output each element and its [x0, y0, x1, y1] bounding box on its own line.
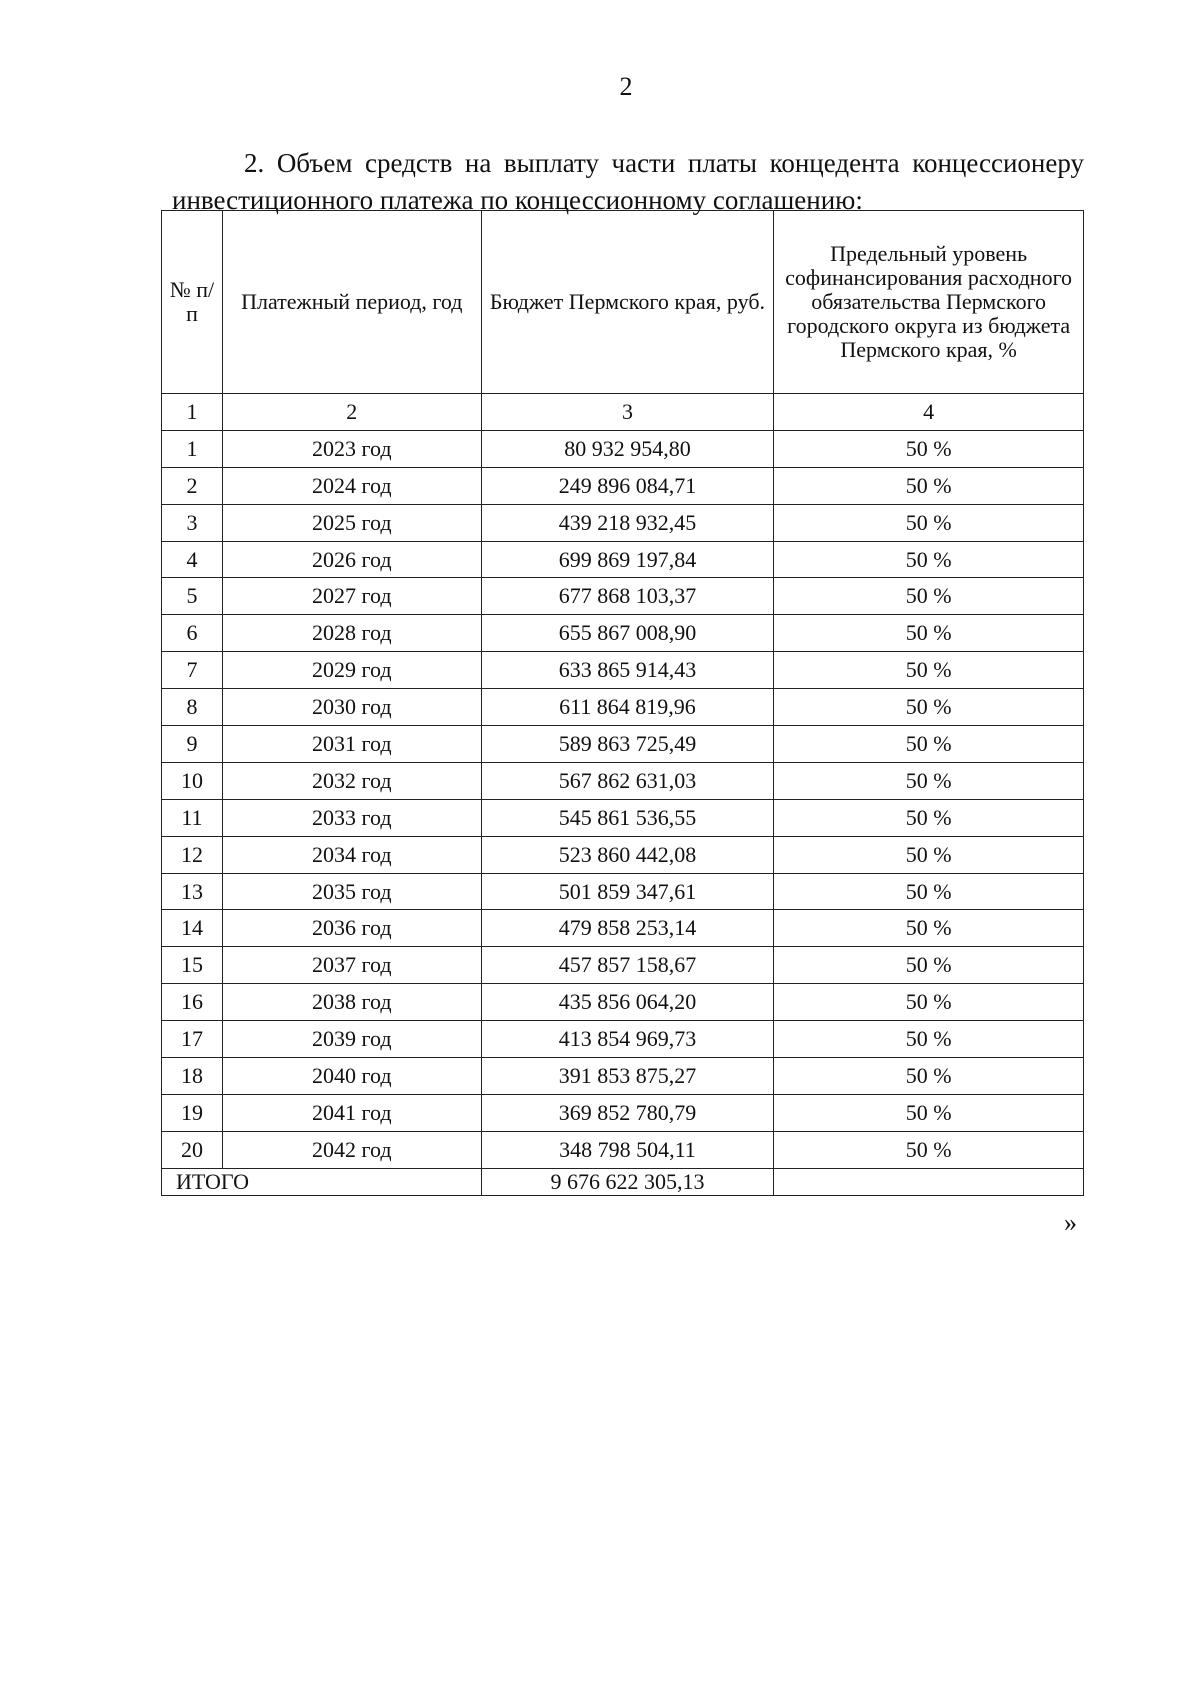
- payment-period-cell: 2037 год: [222, 947, 481, 984]
- section-intro-paragraph: 2. Объем средств на выплату части платы концедента концессионеру инвестиционного платежа по концессионному соглашению:: [172, 148, 1084, 215]
- table-row: [162, 910, 1084, 947]
- column-number: 3: [481, 394, 774, 431]
- table-row: [162, 578, 1084, 615]
- payment-period-cell: 2029 год: [222, 652, 481, 689]
- cofinancing-level-cell: 50 %: [774, 689, 1084, 726]
- budget-amount-cell: 479 858 253,14: [481, 910, 774, 947]
- row-number-cell: 20: [162, 1131, 223, 1168]
- table-row: [162, 762, 1084, 799]
- payment-period-cell: 2036 год: [222, 910, 481, 947]
- table-row: [162, 873, 1084, 910]
- payment-period-cell: 2039 год: [222, 1021, 481, 1058]
- budget-amount-cell: 611 864 819,96: [481, 689, 774, 726]
- total-level: [774, 1168, 1084, 1195]
- row-number-cell: 8: [162, 689, 223, 726]
- column-number: 4: [774, 394, 1084, 431]
- budget-amount-cell: 391 853 875,27: [481, 1058, 774, 1095]
- table-row: [162, 984, 1084, 1021]
- payment-period-cell: 2033 год: [222, 799, 481, 836]
- payment-period-cell: 2038 год: [222, 984, 481, 1021]
- payment-period-cell: 2040 год: [222, 1058, 481, 1095]
- row-number-cell: 6: [162, 615, 223, 652]
- table-row: [162, 1094, 1084, 1131]
- payment-period-cell: 2034 год: [222, 836, 481, 873]
- total-budget: 9 676 622 305,13: [481, 1168, 774, 1195]
- table-row: [162, 652, 1084, 689]
- row-number-cell: 15: [162, 947, 223, 984]
- cofinancing-level-cell: 50 %: [774, 541, 1084, 578]
- row-number-cell: 11: [162, 799, 223, 836]
- cofinancing-level-cell: 50 %: [774, 799, 1084, 836]
- table-row: [162, 1131, 1084, 1168]
- budget-amount-cell: 348 798 504,11: [481, 1131, 774, 1168]
- cofinancing-level-cell: 50 %: [774, 578, 1084, 615]
- table-row: [162, 799, 1084, 836]
- payment-period-cell: 2026 год: [222, 541, 481, 578]
- payment-period-cell: 2023 год: [222, 430, 481, 467]
- payment-period-cell: 2027 год: [222, 578, 481, 615]
- payment-period-cell: 2032 год: [222, 762, 481, 799]
- row-number-cell: 10: [162, 762, 223, 799]
- budget-amount-cell: 249 896 084,71: [481, 467, 774, 504]
- cofinancing-level-cell: 50 %: [774, 1131, 1084, 1168]
- column-numbers-row: [162, 394, 1084, 431]
- budget-amount-cell: 435 856 064,20: [481, 984, 774, 1021]
- budget-amount-cell: 523 860 442,08: [481, 836, 774, 873]
- cofinancing-level-cell: 50 %: [774, 873, 1084, 910]
- budget-amount-cell: 677 868 103,37: [481, 578, 774, 615]
- budget-amount-cell: 369 852 780,79: [481, 1094, 774, 1131]
- row-number-cell: 19: [162, 1094, 223, 1131]
- row-number-cell: 17: [162, 1021, 223, 1058]
- cofinancing-level-cell: 50 %: [774, 652, 1084, 689]
- table-row: [162, 467, 1084, 504]
- header-cofinancing-level: Предельный уровень софинансирования расходного обязательства Пермского городского округа из бюджета Пермского края, %: [774, 211, 1084, 394]
- row-number-cell: 4: [162, 541, 223, 578]
- cofinancing-level-cell: 50 %: [774, 467, 1084, 504]
- row-number-cell: 14: [162, 910, 223, 947]
- payment-period-cell: 2031 год: [222, 726, 481, 763]
- cofinancing-level-cell: 50 %: [774, 1021, 1084, 1058]
- budget-amount-cell: 457 857 158,67: [481, 947, 774, 984]
- header-row-number: № п/п: [162, 211, 223, 394]
- cofinancing-level-cell: 50 %: [774, 836, 1084, 873]
- table-row: [162, 689, 1084, 726]
- payment-period-cell: 2035 год: [222, 873, 481, 910]
- table-row: [162, 541, 1084, 578]
- table-body: [162, 394, 1084, 1169]
- column-number: 2: [222, 394, 481, 431]
- row-number-cell: 5: [162, 578, 223, 615]
- table-row: [162, 726, 1084, 763]
- table-row: [162, 836, 1084, 873]
- row-number-cell: 13: [162, 873, 223, 910]
- table-row: [162, 430, 1084, 467]
- payment-period-cell: 2024 год: [222, 467, 481, 504]
- table-row: [162, 615, 1084, 652]
- cofinancing-level-cell: 50 %: [774, 947, 1084, 984]
- row-number-cell: 12: [162, 836, 223, 873]
- payment-period-cell: 2030 год: [222, 689, 481, 726]
- budget-amount-cell: 699 869 197,84: [481, 541, 774, 578]
- cofinancing-level-cell: 50 %: [774, 726, 1084, 763]
- budget-amount-cell: 633 865 914,43: [481, 652, 774, 689]
- table-row: [162, 1058, 1084, 1095]
- row-number-cell: 3: [162, 504, 223, 541]
- cofinancing-level-cell: 50 %: [774, 762, 1084, 799]
- header-regional-budget: Бюджет Пермского края, руб.: [481, 211, 774, 394]
- budget-amount-cell: 501 859 347,61: [481, 873, 774, 910]
- budget-amount-cell: 589 863 725,49: [481, 726, 774, 763]
- budget-table: [161, 210, 1084, 1196]
- budget-amount-cell: 80 932 954,80: [481, 430, 774, 467]
- budget-amount-cell: 567 862 631,03: [481, 762, 774, 799]
- header-payment-period: Платежный период, год: [222, 211, 481, 394]
- total-label: ИТОГО: [162, 1168, 482, 1195]
- payment-period-cell: 2041 год: [222, 1094, 481, 1131]
- payment-period-cell: 2042 год: [222, 1131, 481, 1168]
- page-number: 2: [619, 72, 633, 101]
- budget-amount-cell: 545 861 536,55: [481, 799, 774, 836]
- cofinancing-level-cell: 50 %: [774, 504, 1084, 541]
- cofinancing-level-cell: 50 %: [774, 615, 1084, 652]
- table-header-row: [162, 211, 1084, 394]
- cofinancing-level-cell: 50 %: [774, 1058, 1084, 1095]
- closing-quote-mark: »: [1064, 1208, 1077, 1237]
- cofinancing-level-cell: 50 %: [774, 430, 1084, 467]
- row-number-cell: 16: [162, 984, 223, 1021]
- row-number-cell: 7: [162, 652, 223, 689]
- payment-period-cell: 2025 год: [222, 504, 481, 541]
- table-row: [162, 947, 1084, 984]
- total-row: [162, 1168, 1084, 1195]
- table-row: [162, 504, 1084, 541]
- row-number-cell: 9: [162, 726, 223, 763]
- budget-amount-cell: 413 854 969,73: [481, 1021, 774, 1058]
- payment-period-cell: 2028 год: [222, 615, 481, 652]
- cofinancing-level-cell: 50 %: [774, 910, 1084, 947]
- cofinancing-level-cell: 50 %: [774, 1094, 1084, 1131]
- row-number-cell: 18: [162, 1058, 223, 1095]
- cofinancing-level-cell: 50 %: [774, 984, 1084, 1021]
- budget-amount-cell: 655 867 008,90: [481, 615, 774, 652]
- budget-amount-cell: 439 218 932,45: [481, 504, 774, 541]
- row-number-cell: 1: [162, 430, 223, 467]
- column-number: 1: [162, 394, 223, 431]
- table-row: [162, 1021, 1084, 1058]
- row-number-cell: 2: [162, 467, 223, 504]
